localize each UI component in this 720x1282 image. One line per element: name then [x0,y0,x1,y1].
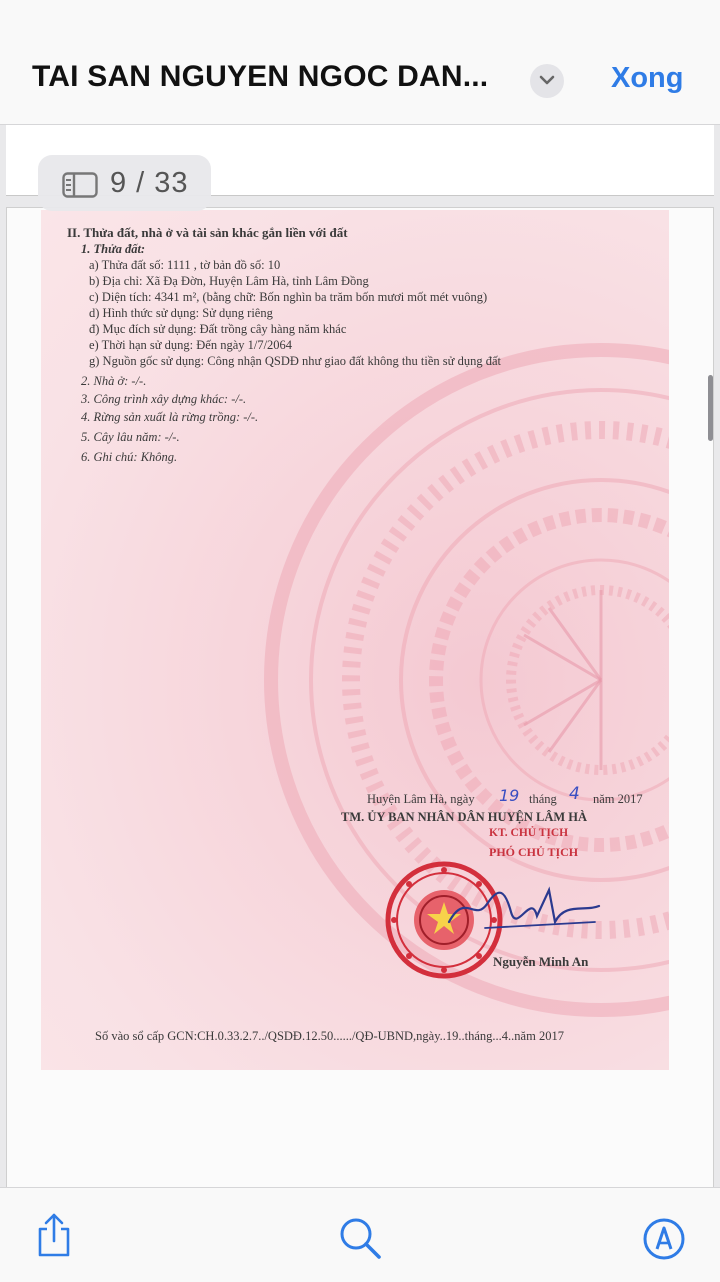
usage-origin-line: g) Nguồn gốc sử dụng: Công nhận QSDĐ như giao đất không thu tiền sử dụng đất [89,354,501,368]
parcel-number: a) Thửa đất số: 1111 , tờ bản đồ số: 10 [89,258,281,272]
section-heading: II. Thửa đất, nhà ở và tài sản khác gắn liền với đất [67,225,348,240]
scrollbar-thumb[interactable] [708,375,713,441]
title-menu-button[interactable] [530,64,564,98]
page-indicator[interactable] [38,155,211,211]
search-icon[interactable] [338,1216,382,1260]
page-count: 9 / 33 [110,167,189,199]
document-page [6,207,714,1187]
address-line: b) Địa chỉ: Xã Đạ Đờn, Huyện Lâm Hà, tỉnh Lâm Đồng [89,274,369,288]
authority-line: TM. ỦY BAN NHÂN DÂN HUYỆN LÂM HÀ [341,810,588,824]
usage-term-line: e) Thời hạn sử dụng: Đến ngày 1/7/2064 [89,338,293,352]
item-6-note: 6. Ghi chú: Không. [81,450,178,464]
done-button[interactable]: Xong [611,62,684,94]
navigation-bar [0,0,720,125]
item-5-perennial: 5. Cây lâu năm: -/-. [81,430,180,444]
date-day-handwritten: 19 [499,786,520,805]
date-year: năm 2017 [593,792,643,806]
area-line: c) Diện tích: 4341 m², (bằng chữ: Bốn nghìn ba trăm bốn mươi mốt mét vuông) [89,290,488,304]
date-month-handwritten: 4 [569,784,580,804]
registry-number-line: Số vào sổ cấp GCN:CH.0.33.2.7../QSDĐ.12.50....../QĐ-UBND,ngày..19..tháng...4..năm 2017 [95,1029,564,1043]
kt-title-stamp: KT. CHỦ TỊCH [489,827,569,839]
chevron-down-icon [539,75,555,87]
markup-icon[interactable] [642,1217,686,1261]
item-4-forest: 4. Rừng sản xuất là rừng trồng: -/-. [81,410,259,424]
date-month-word: tháng [529,792,557,806]
sidebar-icon [62,172,98,198]
item-3-other-works: 3. Công trình xây dựng khác: -/-. [81,392,247,406]
document-title[interactable]: TAI SAN NGUYEN NGOC DAN... [32,60,489,93]
signer-name: Nguyễn Minh An [493,954,589,969]
document-viewer[interactable] [0,125,720,1187]
item-2-house: 2. Nhà ở: -/-. [81,374,147,388]
date-prefix: Huyện Lâm Hà, ngày [367,792,475,806]
bottom-toolbar [0,1187,720,1282]
share-icon[interactable] [34,1212,74,1258]
vice-chairman-stamp: PHÓ CHỦ TỊCH [489,845,579,859]
certificate-sheet [41,210,669,1070]
usage-form-line: d) Hình thức sử dụng: Sử dụng riêng [89,306,273,320]
signature-icon [445,882,605,942]
usage-purpose-line: đ) Mục đích sử dụng: Đất trồng cây hàng năm khác [89,322,347,336]
item-1-label: 1. Thửa đất: [81,242,146,256]
